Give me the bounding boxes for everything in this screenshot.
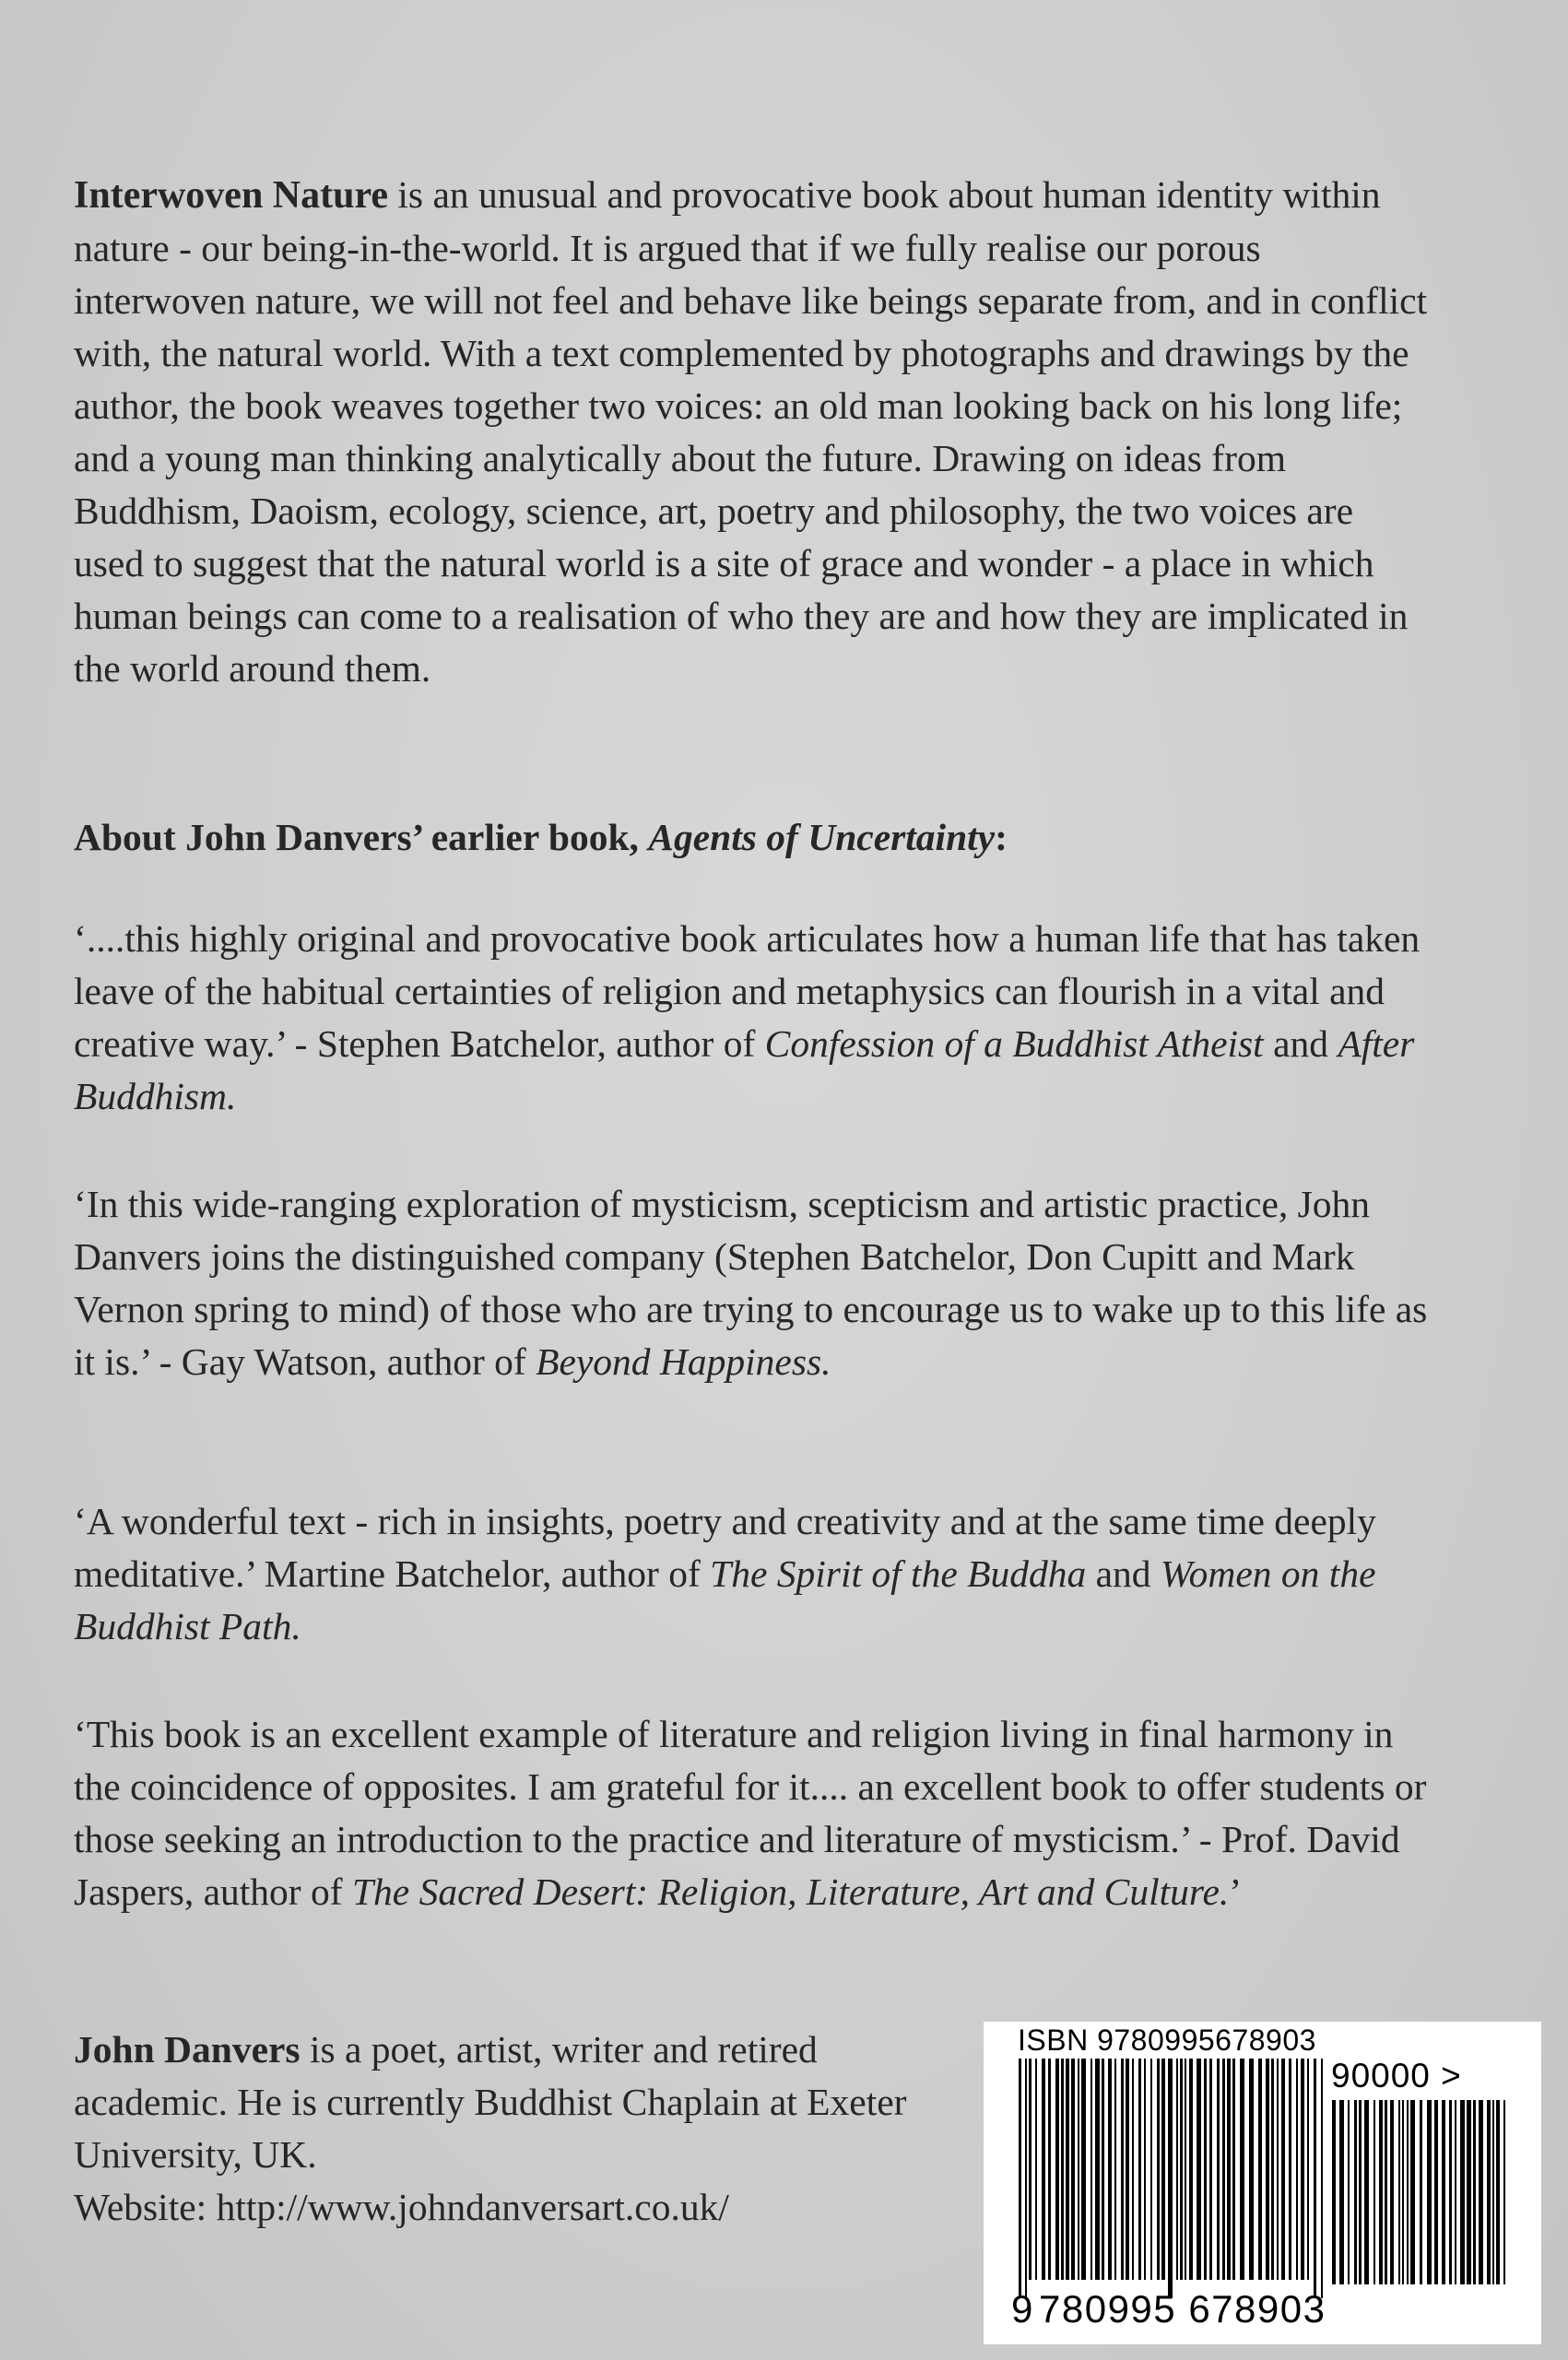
barcode-bar (1071, 2059, 1075, 2280)
barcode-bar (1227, 2059, 1231, 2280)
barcode-bar (1467, 2100, 1471, 2284)
barcode-bar (1455, 2100, 1456, 2284)
book-title: Interwoven Nature (74, 174, 389, 217)
barcode-bar (1479, 2100, 1483, 2284)
barcode-bar (1442, 2100, 1445, 2284)
barcode-bar (1066, 2059, 1069, 2280)
price-code: 90000 > (1331, 2057, 1462, 2094)
barcode-bar (1091, 2059, 1092, 2280)
author-website-link[interactable]: http://www.johndanversart.co.uk/ (216, 2186, 729, 2228)
barcode-bar (1277, 2059, 1279, 2280)
barcode-bar (1339, 2100, 1344, 2284)
barcode-bar (1492, 2100, 1494, 2284)
barcode-bar (1217, 2059, 1220, 2280)
barcode-bar (1168, 2059, 1173, 2298)
barcode-bar (1095, 2059, 1100, 2280)
review-quote: ‘....this highly original and provocative book articulates how a human life that has taken leave of the habitual certainties of religion and metaphysics can flourish in a vital and creative way.’ - Stephen Batchelor, author of Confession of a Buddhist Atheist and After Buddhism. (74, 917, 1421, 1117)
addon-barcode-bars (1332, 2100, 1507, 2284)
barcode-bar (1189, 2059, 1193, 2280)
barcode-bar (1289, 2059, 1291, 2280)
barcode-digit-first: 9 (1011, 2287, 1033, 2330)
barcode-bar (1035, 2059, 1037, 2280)
isbn-label: ISBN 9780995678903 (1018, 2024, 1316, 2057)
barcode-bar (1132, 2059, 1134, 2280)
barcode-bar (1364, 2100, 1369, 2284)
barcode-bar (1496, 2100, 1500, 2284)
barcode-bar (1222, 2059, 1225, 2280)
barcode-bar (1150, 2059, 1152, 2280)
barcode-bar (1385, 2100, 1387, 2284)
barcode-bar (1307, 2059, 1309, 2280)
barcode-bar (1266, 2059, 1269, 2280)
barcode-bar (1354, 2100, 1357, 2284)
barcode-bar (1144, 2059, 1146, 2280)
barcode-bar (1258, 2059, 1262, 2280)
barcode-bar (1281, 2059, 1285, 2280)
barcode-bar (1379, 2100, 1383, 2284)
barcode-bar (1209, 2059, 1212, 2280)
barcode-bar (1503, 2100, 1505, 2284)
isbn-barcode (984, 2022, 1541, 2344)
barcode-bar (1390, 2100, 1394, 2284)
barcode-bar (1232, 2059, 1235, 2280)
barcode-bar (1108, 2059, 1112, 2280)
barcode-bar (1061, 2059, 1064, 2280)
barcode-bar (1420, 2100, 1422, 2284)
barcode-digits: 780995 678903 (1039, 2287, 1326, 2330)
barcode-bar (1138, 2059, 1141, 2280)
barcode-bar (1487, 2100, 1491, 2284)
barcode-bar (1249, 2059, 1254, 2280)
barcode-bar (1321, 2059, 1323, 2298)
barcode-bar (1398, 2100, 1400, 2284)
barcode-bar (1029, 2059, 1032, 2280)
blurb-text: is an unusual and provocative book about human identity within nature - our being-in-the-world. It is argued that if we fully realise our porous interwoven nature, we will not feel and behave like beings separate from, and in conflict with, the natural world. With a text complemented by photographs and drawings by the author, the book weaves together two voices: an old man looking back on his long life; and a young man thinking analytically about the future. Drawing on ideas from Buddhism, Daoism, ecology, science, art, poetry and philosophy, the two voices are used to suggest that the natural world is a site of grace and wonder - a place in which human beings can come to a realisation of who they are and how they are implicated in the world around them. (74, 173, 1428, 690)
author-name: John Danvers (74, 2028, 301, 2071)
barcode-bar (1161, 2059, 1165, 2280)
barcode-bar (1434, 2100, 1438, 2284)
barcode-bar (1185, 2059, 1186, 2280)
barcode-bar (1197, 2059, 1201, 2280)
barcode-bar (1449, 2100, 1452, 2284)
barcode-bar (1348, 2100, 1350, 2284)
barcode-bar (1359, 2100, 1362, 2284)
barcode-bar (1042, 2059, 1045, 2280)
barcode-bar (1078, 2059, 1079, 2280)
barcode-bar (1055, 2059, 1059, 2280)
barcode-bar (1410, 2100, 1415, 2284)
barcode-bar (1048, 2059, 1051, 2280)
barcode-bar (1332, 2100, 1336, 2284)
reviews-heading: About John Danvers’ earlier book, Agents of Uncertainty: (74, 816, 1008, 858)
barcode-bar (1407, 2100, 1409, 2284)
barcode-bar (1157, 2059, 1160, 2280)
barcode-bar (1025, 2059, 1027, 2298)
barcode-bar (1460, 2100, 1465, 2284)
barcode-bar (1240, 2059, 1244, 2280)
barcode-bar (1102, 2059, 1104, 2280)
barcode-bars (1019, 2059, 1323, 2298)
barcode-bar (1301, 2059, 1304, 2280)
barcode-bar (1427, 2100, 1432, 2284)
barcode-bar (1081, 2059, 1086, 2280)
barcode-bar (1373, 2100, 1375, 2284)
review-quote: ‘In this wide-ranging exploration of mysticism, scepticism and artistic practice, John Danvers joins the distinguished company (Stephen Batchelor, Don Cupitt and Mark Vernon spring to mind) of those who are trying to encourage us to wake up to this life as it is.’ - Gay Watson, author of Beyond Happiness. (74, 1183, 1428, 1383)
barcode-bar (1204, 2059, 1207, 2280)
review-quote: ‘A wonderful text - rich in insights, poetry and creativity and at the same time deeply meditative.’ Martine Batchelor, author of The Spirit of the Buddha and Women on the Buddhist Path. (74, 1500, 1376, 1647)
barcode-bar (1314, 2059, 1316, 2298)
barcode-bar (1271, 2059, 1274, 2280)
barcode-bar (1296, 2059, 1298, 2280)
barcode-bar (1180, 2059, 1183, 2280)
barcode-bar (1126, 2059, 1129, 2280)
barcode-bar (1019, 2059, 1021, 2298)
barcode-bar (1402, 2100, 1404, 2284)
barcode-bar (1114, 2059, 1116, 2280)
barcode-bar (1121, 2059, 1124, 2280)
review-quote: ‘This book is an excellent example of literature and religion living in final harmony in the coincidence of opposites. I am grateful for it.... an excellent book to offer students or those seeking an introduction to the practice and literature of mysticism.’ - Prof. David Jaspers, author of The Sacred Desert: Religion, Literature, Art and Culture.’ (74, 1713, 1427, 1913)
author-bio: John Danvers is a poet, artist, writer and retired academic. He is currently Buddhist Chaplain at Exeter University, UK. Website: http://www.johndanversart.co.uk/ (74, 2028, 907, 2228)
barcode-bar (1176, 2059, 1178, 2280)
barcode-bar (1473, 2100, 1476, 2284)
earlier-book-title: Agents of Uncertainty (648, 816, 996, 858)
book-blurb (74, 169, 1429, 695)
